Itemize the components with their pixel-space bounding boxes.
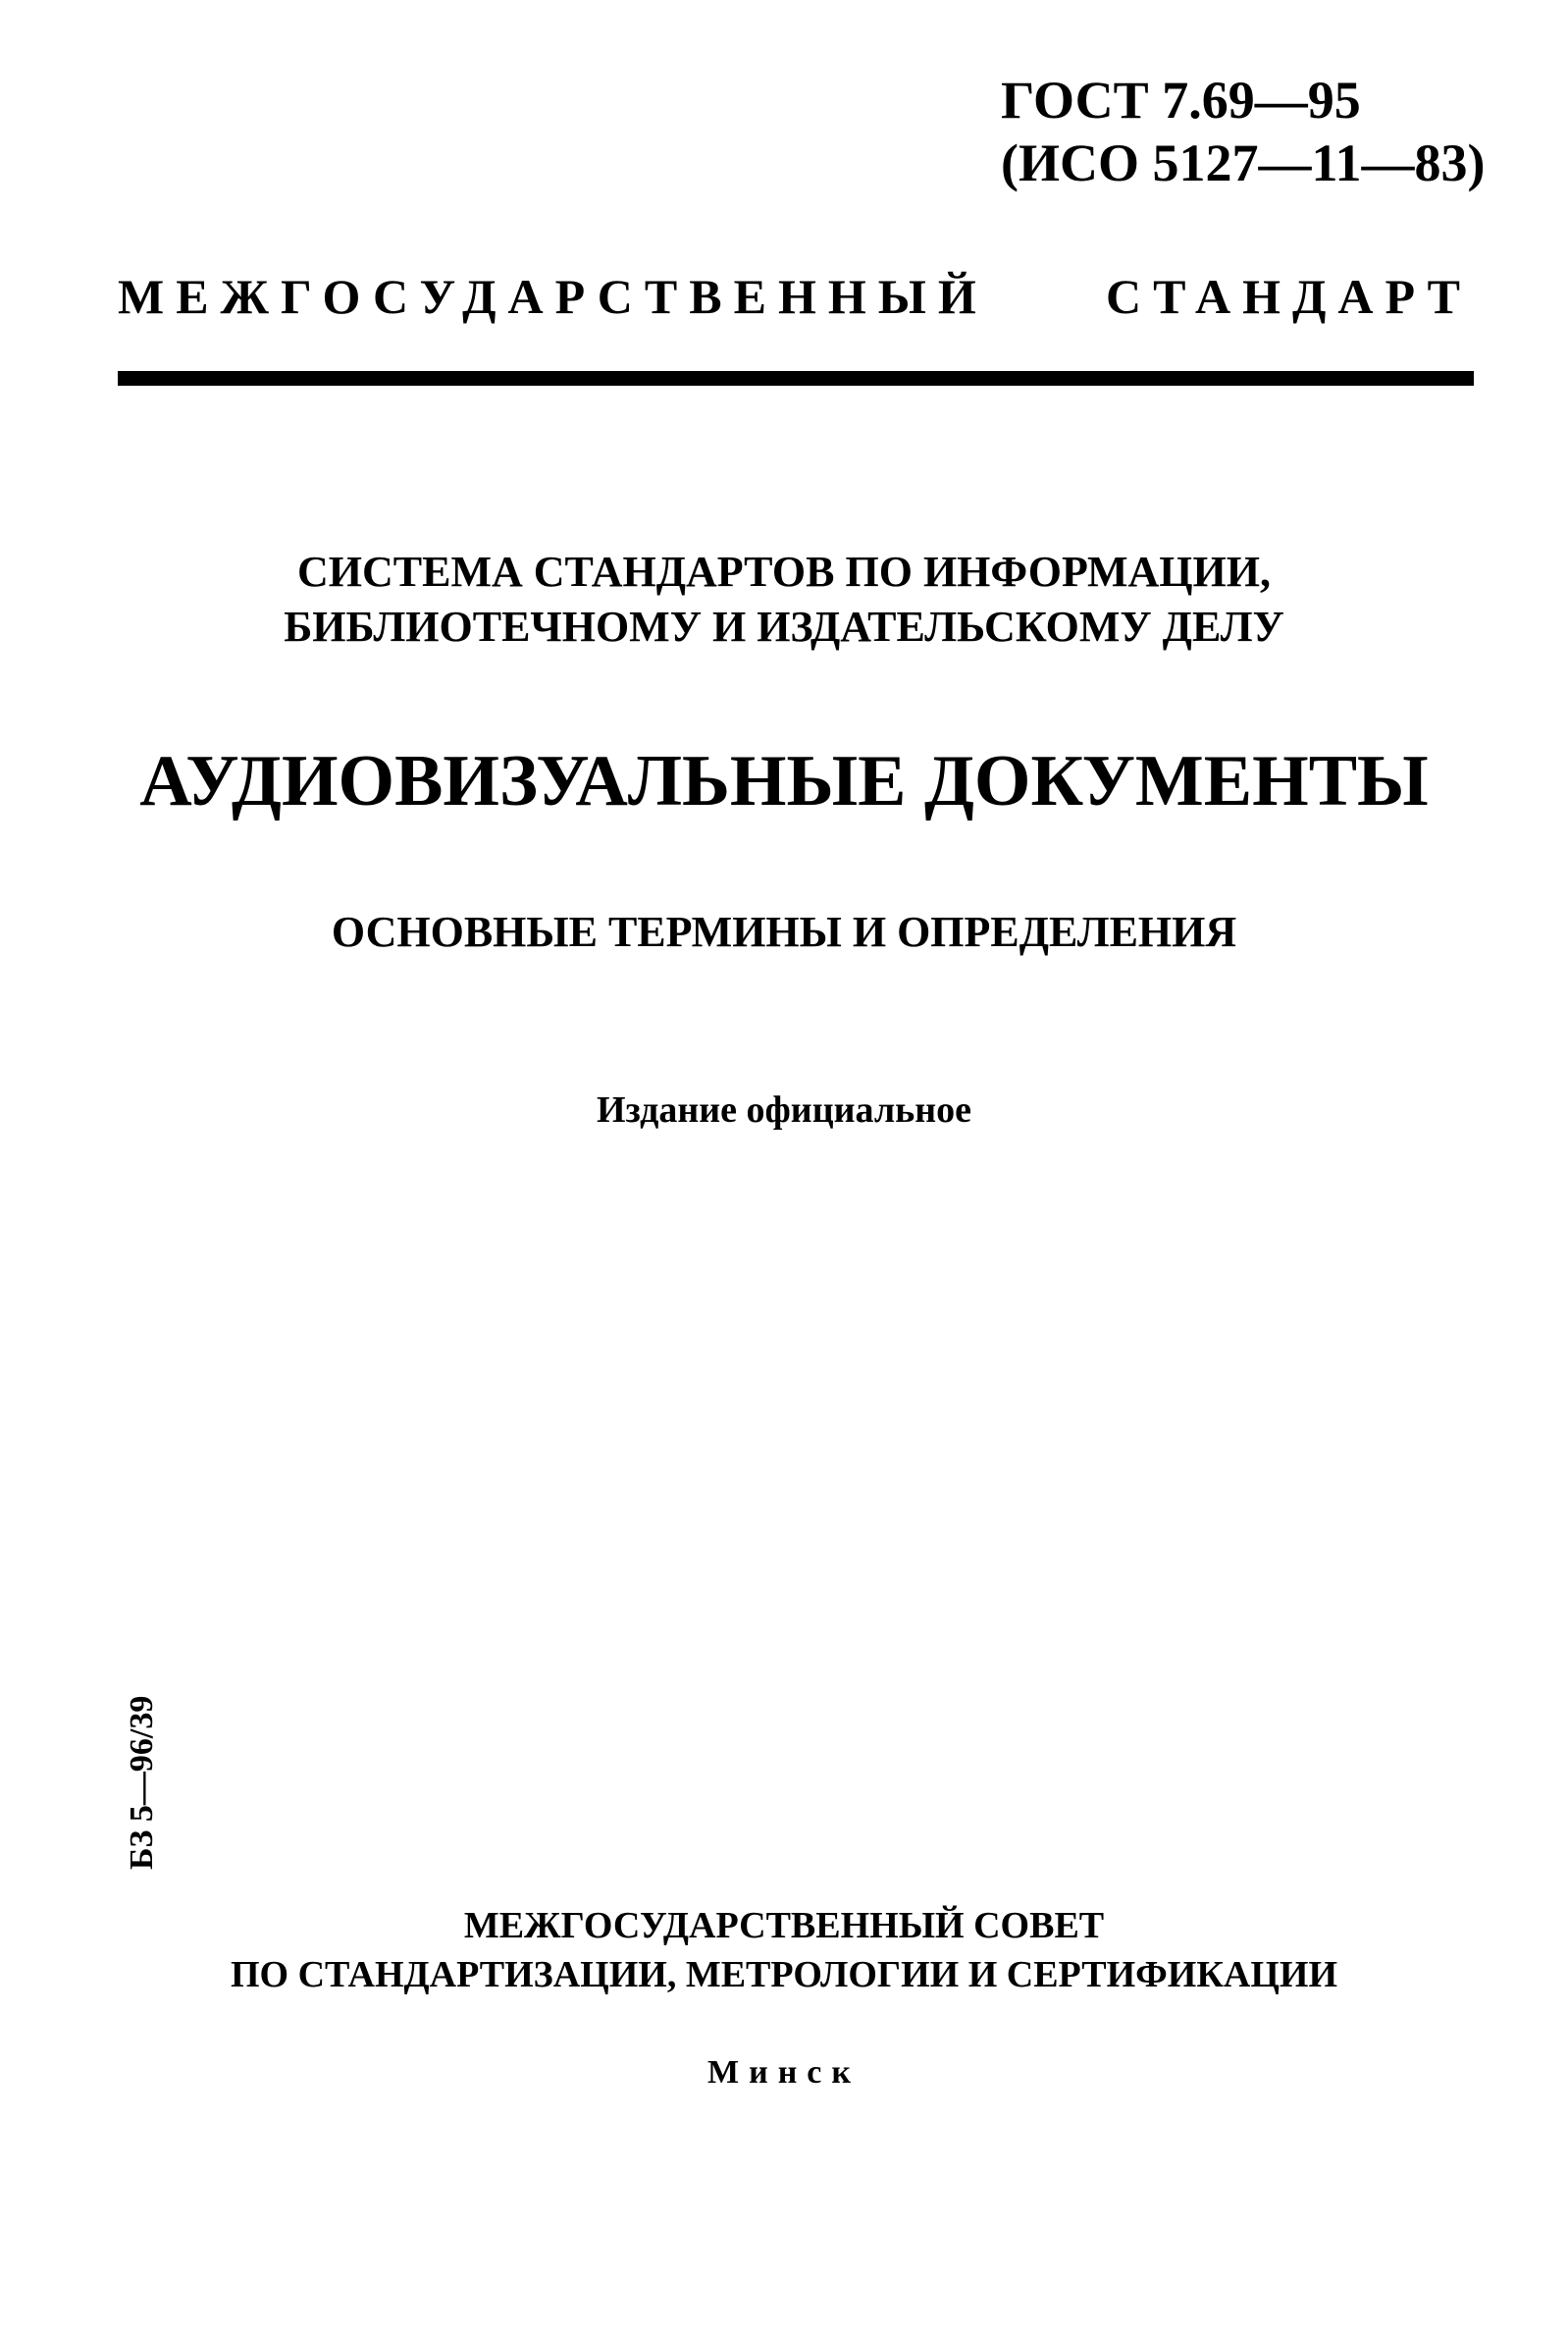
iso-number: (ИСО 5127—11—83) — [1001, 133, 1486, 192]
side-code-container — [118, 1683, 167, 1870]
series-line-1: СИСТЕМА СТАНДАРТОВ ПО ИНФОРМАЦИИ, — [297, 548, 1271, 596]
publisher-line-1: МЕЖГОСУДАРСТВЕННЫЙ СОВЕТ — [463, 1905, 1105, 1946]
side-code: БЗ 5—96/39 — [124, 1695, 160, 1870]
document-number — [1001, 69, 1486, 194]
publisher-line-2: ПО СТАНДАРТИЗАЦИИ, МЕТРОЛОГИИ И СЕРТИФИКАЦИИ — [230, 1954, 1337, 1995]
standards-series — [0, 545, 1568, 655]
series-line-2: БИБЛИОТЕЧНОМУ И ИЗДАТЕЛЬСКОМУ ДЕЛУ — [284, 603, 1284, 651]
gost-number: ГОСТ 7.69—95 — [1001, 71, 1361, 130]
header-divider — [118, 371, 1474, 386]
edition-note: Издание официальное — [596, 1089, 971, 1131]
standard-category: МЕЖГОСУДАРСТВЕННЫЙ СТАНДАРТ — [118, 269, 1472, 324]
subtitle: ОСНОВНЫЕ ТЕРМИНЫ И ОПРЕДЕЛЕНИЯ — [331, 908, 1237, 956]
main-title: АУДИОВИЗУАЛЬНЫЕ ДОКУМЕНТЫ — [139, 741, 1429, 822]
publication-city: Минск — [707, 2054, 861, 2091]
publisher — [0, 1901, 1568, 1999]
